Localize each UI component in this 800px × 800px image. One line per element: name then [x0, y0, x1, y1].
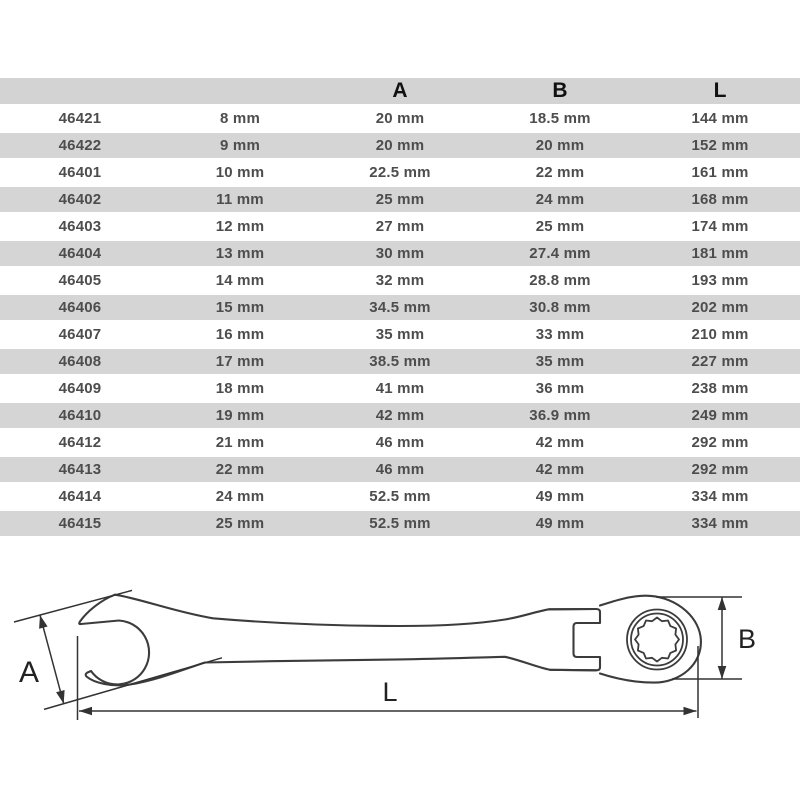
- wrench-shank-bottom-edge: [130, 657, 596, 685]
- table-row: [0, 187, 800, 212]
- table-cell: 21 mm: [215, 434, 265, 451]
- table-cell: 144 mm: [691, 110, 749, 127]
- table-row: [0, 349, 800, 374]
- table-cell: 46402: [58, 191, 102, 208]
- wrench-diagram-section: [0, 560, 800, 800]
- table-cell: 14 mm: [215, 272, 265, 289]
- table-cell: 46406: [58, 299, 102, 316]
- table-cell: 193 mm: [691, 272, 749, 289]
- wrench-diagram: [0, 560, 800, 800]
- dim-a-extension-bottom: [44, 658, 222, 710]
- table-cell: 11 mm: [216, 191, 264, 208]
- table-row: [0, 430, 800, 455]
- table-cell: 46415: [58, 515, 102, 532]
- table-cell: 33 mm: [535, 326, 585, 343]
- table-cell: 292 mm: [691, 434, 749, 451]
- table-cell: 49 mm: [535, 488, 585, 505]
- table-cell: 19 mm: [215, 407, 265, 424]
- open-end-head: [79, 595, 149, 686]
- dim-label-l: L: [382, 677, 398, 707]
- table-cell: 334 mm: [691, 515, 749, 532]
- table-cell: 249 mm: [691, 407, 749, 424]
- table-cell: 46414: [58, 488, 102, 505]
- table-row: [0, 268, 800, 293]
- table-cell: 238 mm: [691, 380, 749, 397]
- dim-l-arrowhead-left: [79, 707, 92, 715]
- table-row: [0, 322, 800, 347]
- dim-l-arrowhead-right: [684, 707, 697, 715]
- table-cell: 32 mm: [375, 272, 425, 289]
- dim-a-extension-top: [14, 590, 132, 622]
- table-row: [0, 106, 800, 131]
- dim-label-b: B: [737, 624, 757, 654]
- table-cell: 46421: [58, 110, 102, 127]
- table-cell: 18 mm: [215, 380, 265, 397]
- table-cell: 46408: [58, 353, 102, 370]
- table-cell: 46405: [58, 272, 102, 289]
- spec-table-head: [0, 78, 800, 104]
- table-cell: 46404: [58, 245, 102, 262]
- table-cell: 9 mm: [220, 137, 260, 154]
- table-cell: 20 mm: [535, 137, 585, 154]
- table-cell: 52.5 mm: [369, 515, 431, 532]
- table-cell: 25 mm: [215, 515, 265, 532]
- table-cell: 24 mm: [535, 191, 585, 208]
- table-cell: 34.5 mm: [369, 299, 431, 316]
- table-cell: 16 mm: [215, 326, 265, 343]
- table-cell: 46407: [58, 326, 102, 343]
- dim-b-arrowhead-top: [718, 597, 727, 610]
- table-cell: 46409: [58, 380, 102, 397]
- table-row: [0, 241, 800, 266]
- table-row: [0, 403, 800, 428]
- table-cell: 49 mm: [535, 515, 585, 532]
- table-cell: 25 mm: [535, 218, 585, 235]
- table-cell: 24 mm: [215, 488, 265, 505]
- table-cell: 42 mm: [535, 461, 585, 478]
- table-row: [0, 214, 800, 239]
- column-header: L: [640, 78, 800, 104]
- table-cell: 20 mm: [375, 137, 425, 154]
- table-cell: 46403: [58, 218, 102, 235]
- dim-a-arrowhead-top: [39, 615, 48, 629]
- table-cell: 20 mm: [375, 110, 425, 127]
- table-row: [0, 160, 800, 185]
- column-header: A: [320, 78, 480, 104]
- table-cell: 46412: [58, 434, 102, 451]
- table-row: [0, 457, 800, 482]
- table-cell: 174 mm: [691, 218, 749, 235]
- table-cell: 27 mm: [375, 218, 425, 235]
- table-cell: 27.4 mm: [529, 245, 591, 262]
- table-cell: 10 mm: [215, 164, 265, 181]
- table-cell: 41 mm: [375, 380, 425, 397]
- table-cell: 22 mm: [215, 461, 265, 478]
- table-cell: 42 mm: [535, 434, 585, 451]
- table-cell: 227 mm: [691, 353, 749, 370]
- table-cell: 35 mm: [375, 326, 425, 343]
- header-row: [0, 78, 800, 104]
- table-cell: 35 mm: [535, 353, 585, 370]
- table-cell: 22 mm: [535, 164, 585, 181]
- table-cell: 292 mm: [691, 461, 749, 478]
- wrench-shank-top-edge: [115, 595, 596, 626]
- table-cell: 38.5 mm: [369, 353, 431, 370]
- table-cell: 334 mm: [691, 488, 749, 505]
- ring-bore-inner-circle: [631, 614, 683, 666]
- dim-a-arrow-line: [40, 615, 64, 704]
- flex-joint-clevis: [549, 609, 600, 670]
- table-cell: 46422: [58, 137, 102, 154]
- dim-a-arrowhead-bottom: [56, 690, 65, 704]
- dim-b-arrowhead-bottom: [718, 666, 727, 679]
- column-header: [160, 78, 320, 104]
- table-row: [0, 484, 800, 509]
- dim-label-a: A: [18, 656, 40, 689]
- table-cell: 46 mm: [375, 461, 425, 478]
- column-header: [0, 78, 160, 104]
- table-cell: 36 mm: [535, 380, 585, 397]
- table-row: [0, 376, 800, 401]
- table-cell: 46 mm: [375, 434, 425, 451]
- table-cell: 22.5 mm: [369, 164, 431, 181]
- table-cell: 17 mm: [215, 353, 265, 370]
- table-cell: 52.5 mm: [369, 488, 431, 505]
- table-cell: 202 mm: [691, 299, 749, 316]
- table-cell: 152 mm: [691, 137, 749, 154]
- table-row: [0, 511, 800, 536]
- table-cell: 18.5 mm: [529, 110, 591, 127]
- table-cell: 168 mm: [691, 191, 749, 208]
- twelve-point-profile: [635, 618, 679, 662]
- spec-table: [0, 76, 800, 538]
- table-cell: 30 mm: [375, 245, 425, 262]
- table-cell: 28.8 mm: [529, 272, 591, 289]
- column-header: B: [480, 78, 640, 104]
- table-cell: 46410: [58, 407, 102, 424]
- table-cell: 210 mm: [691, 326, 749, 343]
- table-row: [0, 295, 800, 320]
- table-cell: 36.9 mm: [529, 407, 591, 424]
- table-cell: 13 mm: [215, 245, 265, 262]
- table-cell: 46401: [58, 164, 102, 181]
- table-row: [0, 133, 800, 158]
- table-cell: 161 mm: [691, 164, 749, 181]
- spec-table-section: [0, 76, 800, 538]
- table-cell: 46413: [58, 461, 102, 478]
- table-cell: 15 mm: [215, 299, 265, 316]
- spec-table-body: [0, 106, 800, 536]
- table-cell: 25 mm: [375, 191, 425, 208]
- table-cell: 42 mm: [375, 407, 425, 424]
- table-cell: 30.8 mm: [529, 299, 591, 316]
- table-cell: 8 mm: [220, 110, 260, 127]
- table-cell: 12 mm: [215, 218, 265, 235]
- table-cell: 181 mm: [691, 245, 749, 262]
